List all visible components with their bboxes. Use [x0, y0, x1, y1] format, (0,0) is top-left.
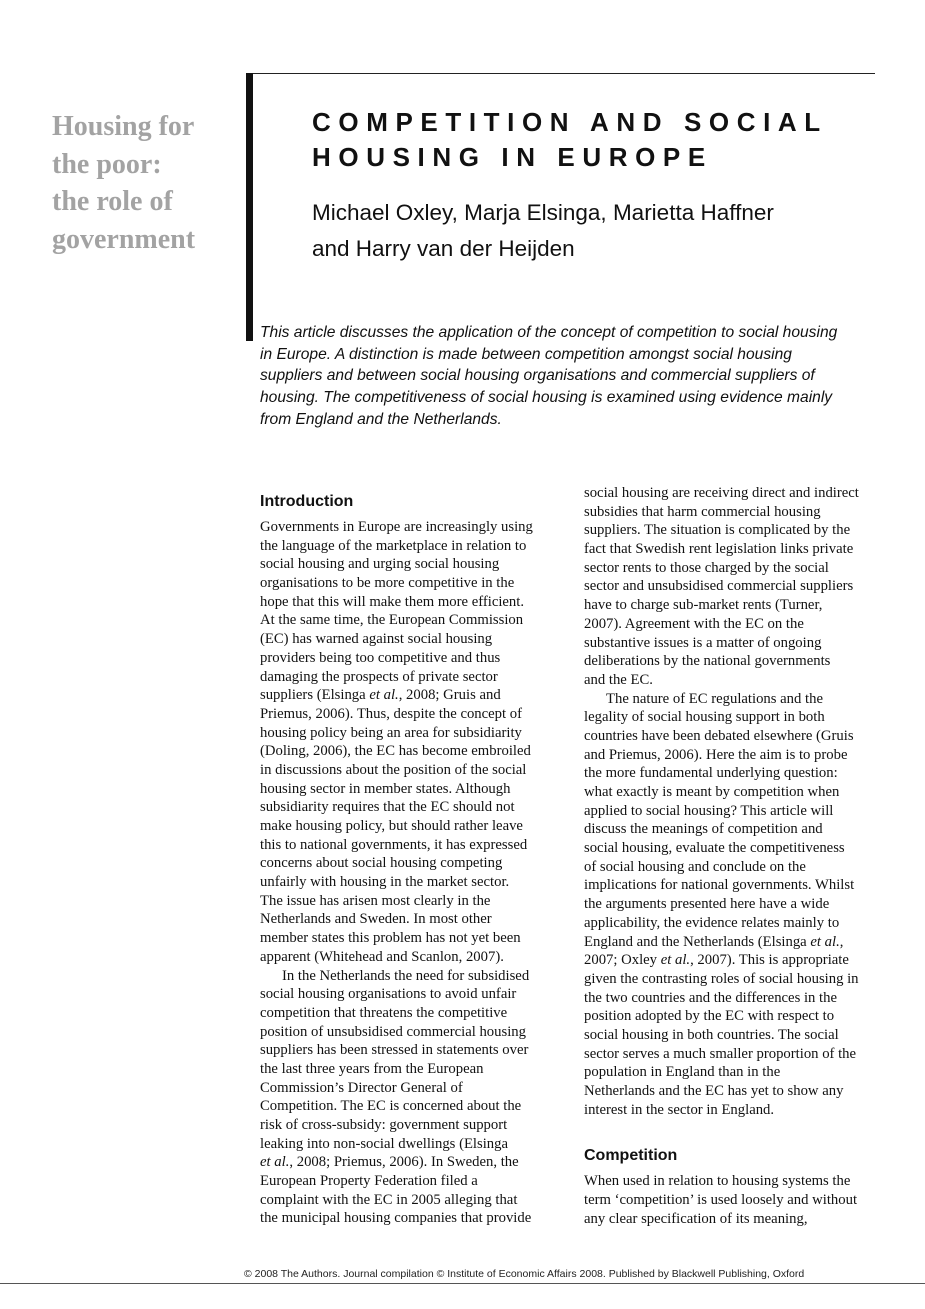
text-line: (Doling, 2006), the EC has become embroiled — [260, 743, 531, 760]
text-line: concerns about social housing competing — [260, 855, 503, 872]
text-line: suppliers (Elsinga et al., 2008; Gruis and — [260, 687, 501, 704]
text-line: the arguments presented here have a wide — [584, 896, 830, 913]
text-line: apparent (Whitehead and Scanlon, 2007). — [260, 948, 504, 965]
text-line: housing sector in member states. Although — [260, 780, 511, 797]
text-line: 2007; Oxley et al., 2007). This is appropriate — [584, 952, 849, 969]
text-line: have to charge sub-market rents (Turner, — [584, 597, 823, 614]
text-line: et al., 2008; Priemus, 2006). In Sweden, the — [260, 1154, 519, 1171]
text-line: substantive issues is a matter of ongoing — [584, 634, 822, 651]
text-line: the last three years from the European — [260, 1060, 484, 1077]
text-line: any clear specification of its meaning, — [584, 1210, 808, 1227]
text-line: damaging the prospects of private sector — [260, 668, 498, 685]
text-line: 2007). Agreement with the EC on the — [584, 615, 804, 632]
text-line: sector and unsubsidised commercial suppliers — [584, 578, 854, 595]
text-line: deliberations by the national governments — [584, 653, 831, 670]
text-line: At the same time, the European Commission — [260, 612, 524, 629]
text-line: In the Netherlands the need for subsidised — [282, 967, 530, 984]
text-line: Priemus, 2006). Thus, despite the concept of — [260, 705, 523, 722]
text-line: suppliers. The situation is complicated by the — [584, 522, 851, 539]
text-line: social housing, evaluate the competitiveness — [584, 840, 845, 857]
text-line: implications for national governments. Whilst — [584, 877, 855, 894]
text-line: the language of the marketplace in relation to — [260, 537, 527, 554]
text-line: organisations to be more competitive in the — [260, 575, 515, 592]
text-line: given the contrasting roles of social housing in — [584, 970, 859, 987]
text-line: social housing and urging social housing — [260, 556, 500, 573]
right-paragraph-2 — [584, 690, 879, 1120]
text-line: and Priemus, 2006). Here the aim is to probe — [584, 746, 848, 763]
intro-paragraph-2 — [260, 967, 555, 1229]
section-gap — [584, 1119, 879, 1140]
text-line: member states this problem has not yet been — [260, 930, 521, 947]
text-line: discuss the meanings of competition and — [584, 821, 823, 838]
text-line: this to national governments, it has expressed — [260, 836, 528, 853]
intro-paragraph-1 — [260, 518, 555, 967]
text-line: (EC) has warned against social housing — [260, 631, 493, 648]
text-line: complaint with the EC in 2005 alleging that — [260, 1191, 518, 1208]
text-line: subsidiarity requires that the EC should not — [260, 799, 515, 816]
author-list — [312, 195, 872, 267]
text-line: term ‘competition’ is used loosely and without — [584, 1192, 858, 1209]
title-line: HOUSING IN EUROPE — [312, 142, 713, 172]
text-line: in discussions about the position of the social — [260, 761, 527, 778]
header-rule — [247, 73, 875, 74]
title-line: COMPETITION AND SOCIAL — [312, 107, 828, 137]
text-line: of social housing and conclude on the — [584, 858, 806, 875]
body-column-right — [584, 484, 879, 1228]
text-line: applicability, the evidence relates mainly to — [584, 914, 840, 931]
text-line: suppliers has been stressed in statements over — [260, 1042, 529, 1059]
text-line: The issue has arisen most clearly in the — [260, 892, 491, 909]
text-line: fact that Swedish rent legislation links private — [584, 541, 854, 558]
text-line: legality of social housing support in both — [584, 709, 825, 726]
abstract-line: This article discusses the application of the concept of competition to social housing — [260, 324, 838, 341]
text-line: the municipal housing companies that provide — [260, 1210, 532, 1227]
article-title — [312, 105, 872, 175]
introduction-heading: Introduction — [260, 493, 354, 510]
text-line: sector rents to those charged by the social — [584, 559, 829, 576]
author-line: and Harry van der Heijden — [312, 236, 575, 261]
text-line: risk of cross-subsidy: government support — [260, 1117, 508, 1133]
text-line: The nature of EC regulations and the — [606, 690, 823, 707]
text-line: population in England than in the — [584, 1064, 781, 1081]
text-line: European Property Federation filed a — [260, 1173, 478, 1190]
abstract-line: from England and the Netherlands. — [260, 410, 502, 428]
text-line: and the EC. — [584, 671, 653, 688]
abstract-line: in Europe. A distinction is made between competition amongst social housing — [260, 345, 792, 363]
text-line: social housing in both countries. The social — [584, 1026, 839, 1043]
text-line: hope that this will make them more efficient. — [260, 593, 525, 610]
text-line: social housing organisations to avoid unfair — [260, 986, 517, 1003]
text-line: applied to social housing? This article will — [584, 802, 834, 819]
title-side-bar — [246, 73, 253, 341]
abstract-line: suppliers and between social housing organisations and commercial suppliers of — [260, 367, 815, 385]
text-line: Governments in Europe are increasingly using — [260, 519, 533, 535]
text-line: make housing policy, but should rather leave — [260, 818, 523, 834]
text-line: housing policy being an area for subsidiarity — [260, 724, 522, 741]
section-label-line: Housing for — [52, 111, 195, 142]
competition-paragraph-1 — [584, 1172, 879, 1228]
text-line: Competition. The EC is concerned about the — [260, 1098, 522, 1115]
section-label-line: the poor: — [52, 148, 162, 180]
text-line: England and the Netherlands (Elsinga et al., — [584, 933, 844, 950]
text-line: countries have been debated elsewhere (Gruis — [584, 727, 854, 744]
abstract-line: housing. The competitiveness of social housing is examined using evidence mainly — [260, 389, 833, 407]
abstract — [260, 322, 872, 431]
text-line: competition that threatens the competitive — [260, 1004, 508, 1021]
text-line: Commission’s Director General of — [260, 1079, 463, 1096]
text-line: Netherlands and Sweden. In most other — [260, 911, 492, 928]
author-line: Michael Oxley, Marja Elsinga, Marietta Haffner — [312, 200, 774, 225]
competition-heading: Competition — [584, 1147, 678, 1165]
text-line: subsidies that harm commercial housing — [584, 503, 821, 520]
section-label — [52, 108, 232, 258]
body-column-left — [260, 486, 555, 1228]
text-line: providers being too competitive and thus — [260, 649, 501, 666]
text-line: social housing are receiving direct and indirect — [584, 485, 859, 501]
text-line: the two countries and the differences in the — [584, 989, 838, 1006]
text-line: leaking into non-social dwellings (Elsinga — [260, 1135, 509, 1152]
copyright-footer: © 2008 The Authors. Journal compilation © Institute of Economic Affairs 2008. Published by Blackwell Publishing, Oxford — [244, 1268, 805, 1280]
footer-rule — [0, 1283, 925, 1284]
text-line: position of unsubsidised commercial housing — [260, 1023, 526, 1040]
text-line: position adopted by the EC with respect to — [584, 1008, 835, 1025]
section-label-line: government — [52, 223, 196, 255]
text-line: interest in the sector in England. — [584, 1101, 775, 1118]
right-paragraph-1 — [584, 484, 879, 690]
text-line: When used in relation to housing systems the — [584, 1173, 851, 1190]
text-line: the more fundamental underlying question: — [584, 765, 838, 782]
text-line: what exactly is meant by competition when — [584, 784, 840, 800]
text-line: unfairly with housing in the market sector. — [260, 874, 510, 891]
text-line: Netherlands and the EC has yet to show any — [584, 1083, 844, 1099]
section-label-line: the role of — [52, 186, 173, 217]
text-line: sector serves a much smaller proportion of the — [584, 1045, 857, 1062]
